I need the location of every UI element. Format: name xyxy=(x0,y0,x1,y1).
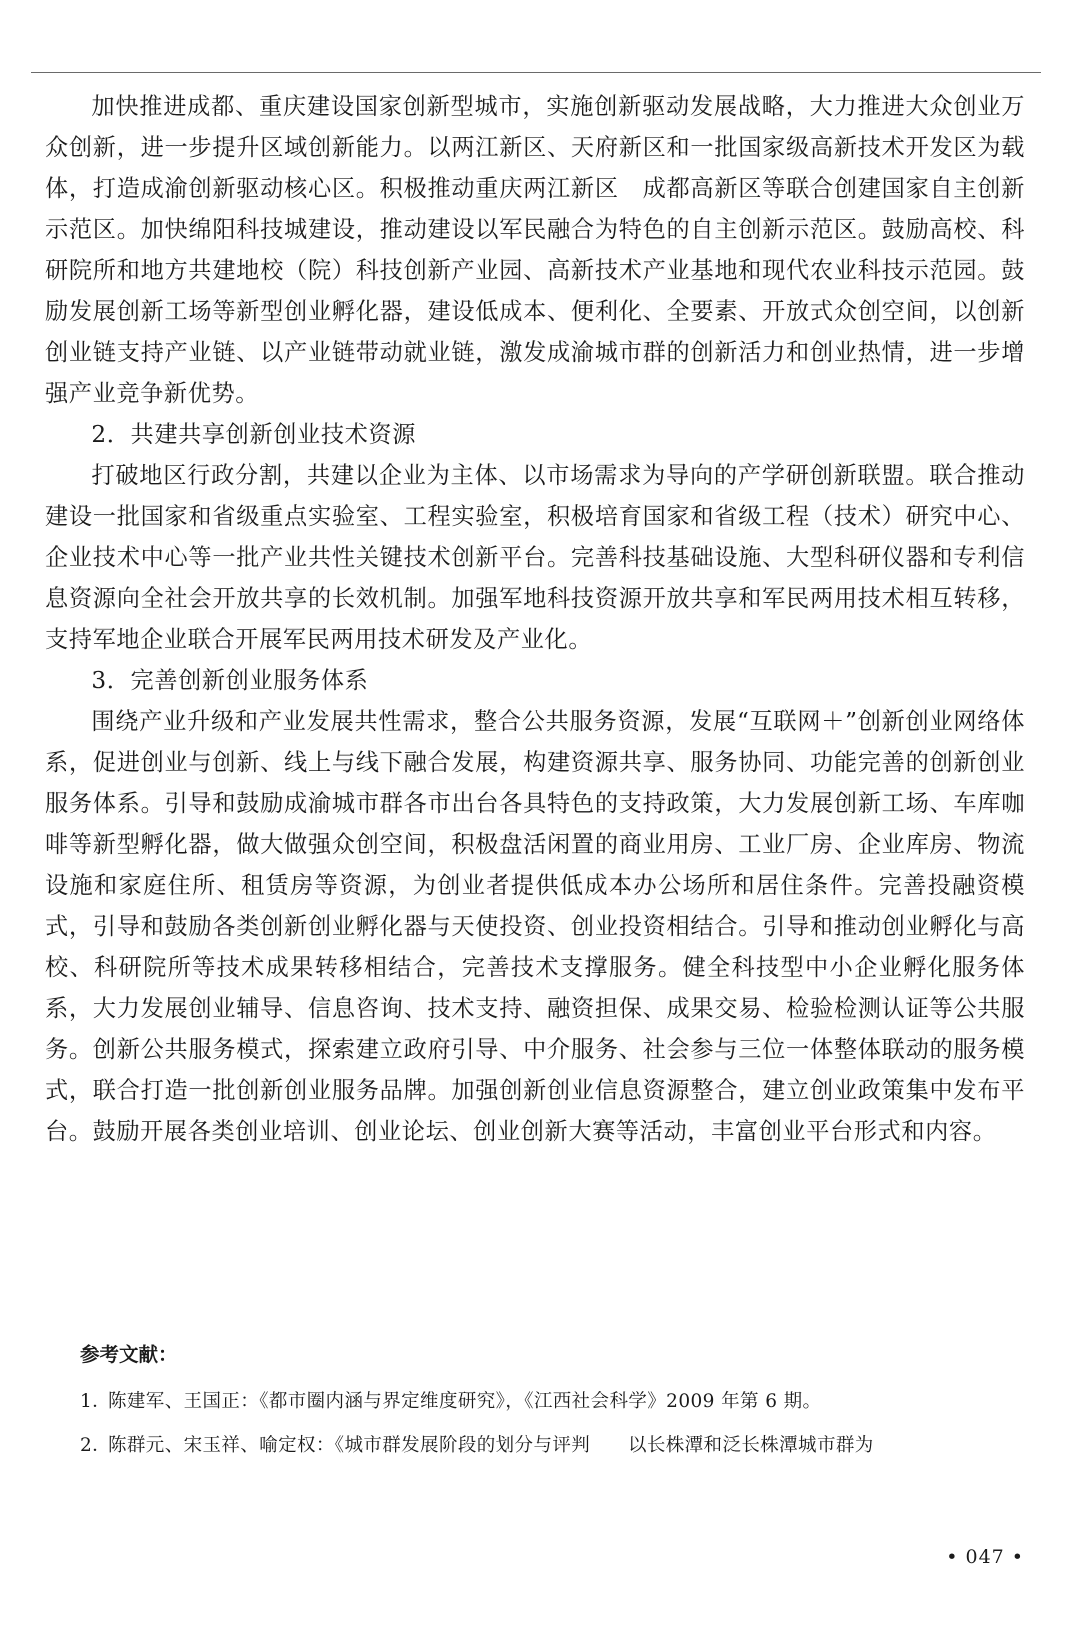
reference-item xyxy=(80,1389,1030,1415)
section-heading-2: 2．共建共享创新创业技术资源 xyxy=(91,421,416,448)
reference-number: 2． xyxy=(80,1435,112,1456)
references-title: 参考文献： xyxy=(80,1343,178,1366)
references-section xyxy=(80,1339,1030,1477)
page-number: • 047 • xyxy=(946,1546,1024,1568)
paragraph-service-system: 围绕产业升级和产业发展共性需求，整合公共服务资源，发展“互联网＋”创新创业网络体系，促进创业与创新、线上与线下融合发展，构建资源共享、服务协同、功能完善的创新创业服务体系。引导和鼓励成渝城市群各市出台各具特色的支持政策，大力发展创新工场、车库咖啡等新型孵化器，做大做强众创空间，积极盘活闲置的商业用房、工业厂房、企业库房、物流设施和家庭住所、租赁房等资源，为创业者提供低成本办公场所和居住条件。完善投融资模式，引导和鼓励各类创新创业孵化器与天使投资、创业投资相结合。引导和推动创业孵化与高校、科研院所等技术成果转移相结合，完善技术支撑服务。健全科技型中小企业孵化服务体系，大力发展创业辅导、信息咨询、技术支持、融资担保、成果交易、检验检测认证等公共服务。创新公共服务模式，探索建立政府引导、中介服务、社会参与三位一体整体联动的服务模式，联合打造一批创新创业服务品牌。加强创新创业信息资源整合，建立创业政策集中发布平台。鼓励开展各类创业培训、创业论坛、创业创新大赛等活动，丰富创业平台形式和内容。 xyxy=(45,708,1025,1145)
article-body xyxy=(45,86,1025,1152)
reference-text: 陈群元、宋玉祥、喻定权：《城市群发展阶段的划分与评判 以长株潭和泛长株潭城市群为 xyxy=(108,1435,874,1456)
reference-number: 1． xyxy=(80,1391,112,1412)
header-rule xyxy=(31,72,1041,73)
paragraph-tech-resources: 打破地区行政分割，共建以企业为主体、以市场需求为导向的产学研创新联盟。联合推动建设一批国家和省级重点实验室、工程实验室，积极培育国家和省级工程（技术）研究中心、企业技术中心等一批产业共性关键技术创新平台。完善科技基础设施、大型科研仪器和专利信息资源向全社会开放共享的长效机制。加强军地科技资源开放共享和军民两用技术相互转移，支持军地企业联合开展军民两用技术研发及产业化。 xyxy=(45,462,1025,653)
paragraph-innovation-cities: 加快推进成都、重庆建设国家创新型城市，实施创新驱动发展战略，大力推进大众创业万众创新，进一步提升区域创新能力。以两江新区、天府新区和一批国家级高新技术开发区为载体，打造成渝创新驱动核心区。积极推动重庆两江新区 成都高新区等联合创建国家自主创新示范区。加快绵阳科技城建设，推动建设以军民融合为特色的自主创新示范区。鼓励高校、科研院所和地方共建地校（院）科技创新产业园、高新技术产业基地和现代农业科技示范园。鼓励发展创新工场等新型创业孵化器，建设低成本、便利化、全要素、开放式众创空间，以创新创业链支持产业链、以产业链带动就业链，激发成渝城市群的创新活力和创业热情，进一步增强产业竞争新优势。 xyxy=(45,93,1025,407)
reference-text: 陈建军、王国正：《都市圈内涵与界定维度研究》，《江西社会科学》2009 年第 6 期。 xyxy=(108,1391,822,1412)
section-heading-3: 3．完善创新创业服务体系 xyxy=(91,667,369,694)
reference-item xyxy=(80,1433,1030,1459)
